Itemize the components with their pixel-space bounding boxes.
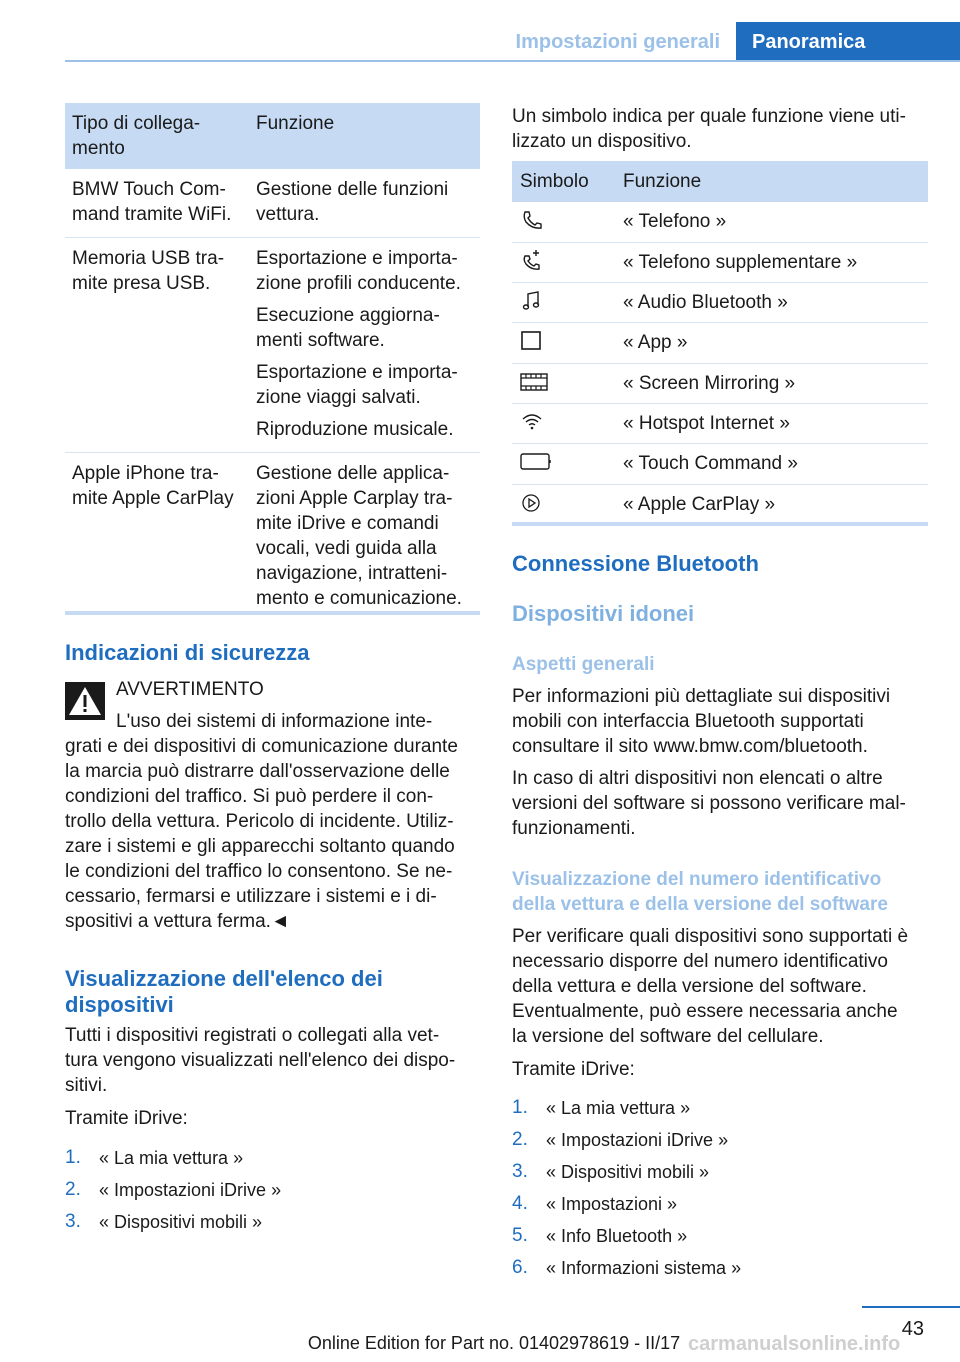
bluetooth-steps xyxy=(512,1092,741,1284)
device-list-heading: Visualizzazione dell'elenco dei dispositivi xyxy=(65,966,383,1017)
table-row xyxy=(512,363,928,403)
cell-function xyxy=(249,238,480,453)
device-list-steps xyxy=(65,1142,281,1238)
table-row xyxy=(512,242,928,282)
symbol-table xyxy=(512,161,928,524)
list-item: 1. « La mia vettura » xyxy=(512,1097,691,1118)
warning-text-first: L'uso dei sistemi di informazione inte- xyxy=(116,711,433,732)
symbol-function: « Audio Bluetooth » xyxy=(615,283,928,323)
cell-type: Memoria USB tra- mite presa USB. xyxy=(65,238,249,453)
additional-phone-icon xyxy=(520,250,544,272)
cell-type: Apple iPhone tra- mite Apple CarPlay xyxy=(72,463,234,509)
table-bottom-rule xyxy=(512,522,928,526)
warning-text: grati e dei dispositivi di comunicazione durante la marcia può distrarre dall'osservazione delle condizioni del traffico. Si può perdere il con- trollo della vettura. Pericolo di incidente. Utiliz- zare i sistemi e gli apparecchi soltanto quando le condizioni del traffico lo consentono. Se ne- cessario, fermarsi e utilizzare i sistemi e i di- spositivi a vettura ferma.◄ xyxy=(65,736,458,932)
function-line: Esportazione e importa- zione viaggi salvati. xyxy=(256,362,458,408)
function-line: Riproduzione musicale. xyxy=(256,419,454,440)
table-row xyxy=(512,283,928,323)
symbol-function: « Telefono supplementare » xyxy=(615,242,928,282)
phone-icon xyxy=(520,209,544,231)
list-item: 5. « Info Bluetooth » xyxy=(512,1225,688,1246)
list-item: 2. « Impostazioni iDrive » xyxy=(512,1129,729,1150)
cell-function xyxy=(249,453,480,622)
symbol-function: « App » xyxy=(615,323,928,363)
device-list-text: Tutti i dispositivi registrati o collegati alla vet- tura vengono visualizzati nell'elenco dei dispo- sitivi. xyxy=(65,1025,456,1096)
tablet-icon xyxy=(520,451,552,473)
symbol-intro: Un simbolo indica per quale funzione viene uti- lizzato un dispositivo. xyxy=(512,106,906,152)
function-line: Esportazione e importa- zione profili conducente. xyxy=(256,248,461,294)
function-line: Gestione delle funzioni vettura. xyxy=(256,179,449,225)
general-text-2: In caso di altri dispositivi non elencati o altre versioni del software si possono verificare mal- funzionamenti. xyxy=(512,768,906,839)
symbol-function: « Apple CarPlay » xyxy=(623,493,776,515)
function-line: Esecuzione aggiorna- menti software. xyxy=(256,305,440,351)
watermark: carmanualsonline.info xyxy=(688,1333,901,1355)
symbol-function: « Telefono » xyxy=(615,202,928,242)
film-strip-icon xyxy=(520,371,548,393)
edition-footer: Online Edition for Part no. 01402978619 - II/17 xyxy=(307,1333,681,1353)
function-line: Gestione delle applica- zioni Apple Carplay tra- mite iDrive e comandi vocali, vedi guida alla navigazione, intratteni- mento e comunicazione. xyxy=(256,463,462,609)
page-number-rule xyxy=(862,1306,960,1308)
safety-heading: Indicazioni di sicurezza xyxy=(65,640,310,665)
bluetooth-heading: Connessione Bluetooth xyxy=(512,551,759,576)
general-heading: Aspetti generali xyxy=(512,654,655,675)
warning-icon xyxy=(65,682,105,720)
col-header-function: Funzione xyxy=(249,103,480,169)
table-header-row xyxy=(65,103,480,169)
id-text: Per verificare quali dispositivi sono supportati è necessario disporre del numero identificativo della vettura e della versione del software. Eventualmente, può essere necessaria anche la versione del software del cellulare. xyxy=(512,926,909,1047)
music-note-icon xyxy=(520,290,544,312)
devices-subheading: Dispositivi idonei xyxy=(512,601,695,626)
list-item: 1. « La mia vettura » xyxy=(65,1147,244,1168)
list-item: 6. « Informazioni sistema » xyxy=(512,1257,742,1278)
list-item: 3. « Dispositivi mobili » xyxy=(512,1161,710,1182)
table-bottom-rule xyxy=(65,611,480,615)
carplay-icon xyxy=(520,492,544,514)
table-row xyxy=(512,202,928,242)
table-row xyxy=(512,484,928,524)
wifi-icon xyxy=(520,411,544,433)
cell-type: BMW Touch Com- mand tramite WiFi. xyxy=(65,169,249,238)
bluetooth-via: Tramite iDrive: xyxy=(512,1059,635,1080)
section-title: Impostazioni generali xyxy=(515,31,720,53)
warning-title: AVVERTIMENTO xyxy=(116,679,264,700)
page-number: 43 xyxy=(901,1318,924,1340)
table-header-row xyxy=(512,161,928,202)
table-row xyxy=(65,453,480,622)
header-rule xyxy=(65,60,960,62)
chapter-tab: Panoramica xyxy=(736,22,960,62)
list-item: 3. « Dispositivi mobili » xyxy=(65,1211,263,1232)
col-header-function: Funzione xyxy=(615,161,928,202)
device-list-via: Tramite iDrive: xyxy=(65,1108,188,1129)
symbol-function: « Hotspot Internet » xyxy=(615,403,928,443)
col-header-symbol: Simbolo xyxy=(512,161,615,202)
col-header-type: Tipo di collega- mento xyxy=(65,103,249,169)
table-row xyxy=(512,444,928,484)
id-heading: Visualizzazione del numero identificativo della vettura e della versione del software xyxy=(512,869,888,915)
symbol-function: « Touch Command » xyxy=(615,444,928,484)
list-item: 4. « Impostazioni » xyxy=(512,1193,678,1214)
list-item: 2. « Impostazioni iDrive » xyxy=(65,1179,282,1200)
connection-table xyxy=(65,103,480,621)
cell-function xyxy=(249,169,480,238)
table-row xyxy=(65,169,480,238)
symbol-function: « Screen Mirroring » xyxy=(615,363,928,403)
table-row xyxy=(65,238,480,453)
table-row xyxy=(512,323,928,363)
table-row xyxy=(512,403,928,443)
app-square-icon xyxy=(520,330,544,352)
general-text-1: Per informazioni più dettagliate sui dispositivi mobili con interfaccia Bluetooth supportati consultare il sito www.bmw.com/bluetooth. xyxy=(512,686,891,757)
